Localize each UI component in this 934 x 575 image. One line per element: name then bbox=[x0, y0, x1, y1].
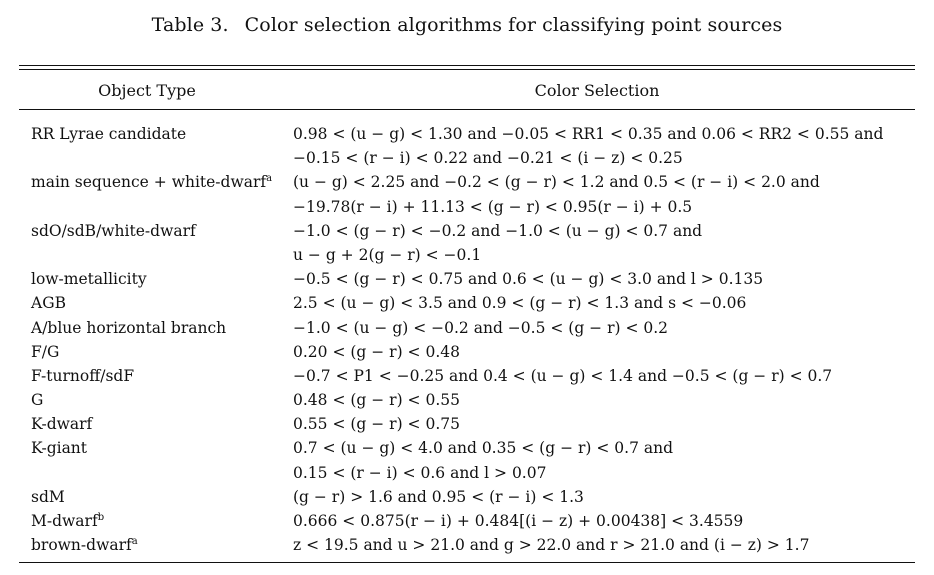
table-row bbox=[0, 122, 934, 170]
table-row bbox=[0, 291, 934, 315]
color-selection-line: 0.98 < (u − g) < 1.30 and −0.05 < RR1 < 0.35 and 0.06 < RR2 < 0.55 and bbox=[293, 125, 884, 143]
color-selection-line: u − g + 2(g − r) < −0.1 bbox=[293, 245, 482, 264]
table-row bbox=[0, 267, 934, 291]
object-type-cell bbox=[31, 219, 196, 243]
color-selection-line: 0.15 < (r − i) < 0.6 and l > 0.07 bbox=[293, 463, 547, 482]
table-row bbox=[0, 436, 934, 484]
object-type-label: sdM bbox=[31, 487, 65, 506]
object-type-cell bbox=[31, 509, 104, 533]
object-type-cell bbox=[31, 170, 272, 194]
table-number: Table 3. bbox=[151, 14, 229, 36]
object-type-label: A/blue horizontal branch bbox=[31, 318, 227, 337]
object-type-cell bbox=[31, 267, 147, 291]
color-selection-line: 0.55 < (g − r) < 0.75 bbox=[293, 415, 460, 434]
object-type-cell bbox=[31, 364, 134, 388]
color-selection-line: −1.0 < (u − g) < −0.2 and −0.5 < (g − r) < 0.2 bbox=[293, 318, 669, 337]
top-rule bbox=[19, 65, 915, 66]
footnote-marker: b bbox=[97, 512, 105, 523]
table-row bbox=[0, 388, 934, 412]
object-type-label: main sequence + white-dwarf bbox=[31, 173, 267, 192]
object-type-label: K-giant bbox=[31, 439, 88, 458]
color-selection-line: −19.78(r − i) + 11.13 < (g − r) < 0.95(r − i) + 0.5 bbox=[293, 197, 693, 216]
object-type-cell bbox=[31, 122, 186, 146]
object-type-label: F/G bbox=[31, 342, 60, 361]
color-selection-line: 0.20 < (g − r) < 0.48 bbox=[293, 342, 460, 361]
top-rule-second bbox=[19, 69, 915, 70]
table-title: Color selection algorithms for classifying point sources bbox=[244, 14, 783, 36]
object-type-label: G bbox=[31, 391, 44, 410]
color-selection-line: −0.5 < (g − r) < 0.75 and 0.6 < (u − g) < 3.0 and l > 0.135 bbox=[293, 270, 764, 289]
color-selection-line: 0.666 < 0.875(r − i) + 0.484[(i − z) + 0.00438] < 3.4559 bbox=[293, 512, 744, 530]
table-row bbox=[0, 316, 934, 340]
color-selection-line: z < 19.5 and u > 21.0 and g > 22.0 and r > 21.0 and (i − z) > 1.7 bbox=[293, 536, 810, 555]
color-selection-line: 0.7 < (u − g) < 4.0 and 0.35 < (g − r) < 0.7 and bbox=[293, 439, 674, 458]
table-row bbox=[0, 485, 934, 509]
table-row bbox=[0, 533, 934, 557]
color-selection-line: 2.5 < (u − g) < 3.5 and 0.9 < (g − r) < 1.3 and s < −0.06 bbox=[293, 294, 747, 313]
object-type-label: sdO/sdB/white-dwarf bbox=[31, 221, 196, 240]
column-header-color-selection: Color Selection bbox=[534, 81, 660, 100]
color-selection-line: −0.15 < (r − i) < 0.22 and −0.21 < (i − z) < 0.25 bbox=[293, 149, 683, 168]
object-type-label: F-turnoff/sdF bbox=[31, 366, 135, 385]
table-caption bbox=[0, 14, 934, 36]
object-type-label: brown-dwarf bbox=[31, 536, 132, 555]
table-row bbox=[0, 364, 934, 388]
object-type-cell bbox=[31, 436, 87, 460]
table-body bbox=[0, 122, 934, 557]
object-type-label: low-metallicity bbox=[31, 270, 147, 289]
object-type-cell bbox=[31, 291, 66, 315]
table-row bbox=[0, 219, 934, 267]
object-type-cell bbox=[31, 340, 59, 364]
table-row bbox=[0, 412, 934, 436]
bottom-rule bbox=[19, 562, 915, 563]
footnote-marker: a bbox=[266, 173, 273, 185]
color-selection-line: −1.0 < (g − r) < −0.2 and −1.0 < (u − g) < 0.7 and bbox=[293, 221, 703, 240]
object-type-cell bbox=[31, 388, 43, 412]
object-type-label: M-dwarf bbox=[31, 512, 98, 530]
object-type-cell bbox=[31, 485, 65, 509]
object-type-cell bbox=[31, 533, 138, 557]
object-type-label: K-dwarf bbox=[31, 415, 93, 434]
table-row bbox=[0, 340, 934, 364]
color-selection-line: −0.7 < P1 < −0.25 and 0.4 < (u − g) < 1.4 and −0.5 < (g − r) < 0.7 bbox=[293, 366, 833, 385]
object-type-label: AGB bbox=[31, 294, 66, 313]
color-selection-line: (u − g) < 2.25 and −0.2 < (g − r) < 1.2 and 0.5 < (r − i) < 2.0 and bbox=[293, 173, 820, 192]
column-header-object-type: Object Type bbox=[98, 81, 196, 100]
color-selection-line: (g − r) > 1.6 and 0.95 < (r − i) < 1.3 bbox=[293, 487, 584, 506]
table-row bbox=[0, 170, 934, 218]
table-row bbox=[0, 509, 934, 533]
header-rule bbox=[19, 109, 915, 110]
object-type-cell bbox=[31, 412, 92, 436]
object-type-label: RR Lyrae candidate bbox=[31, 125, 187, 143]
color-selection-line: 0.48 < (g − r) < 0.55 bbox=[293, 391, 460, 410]
footnote-marker: a bbox=[131, 536, 138, 548]
object-type-cell bbox=[31, 316, 226, 340]
